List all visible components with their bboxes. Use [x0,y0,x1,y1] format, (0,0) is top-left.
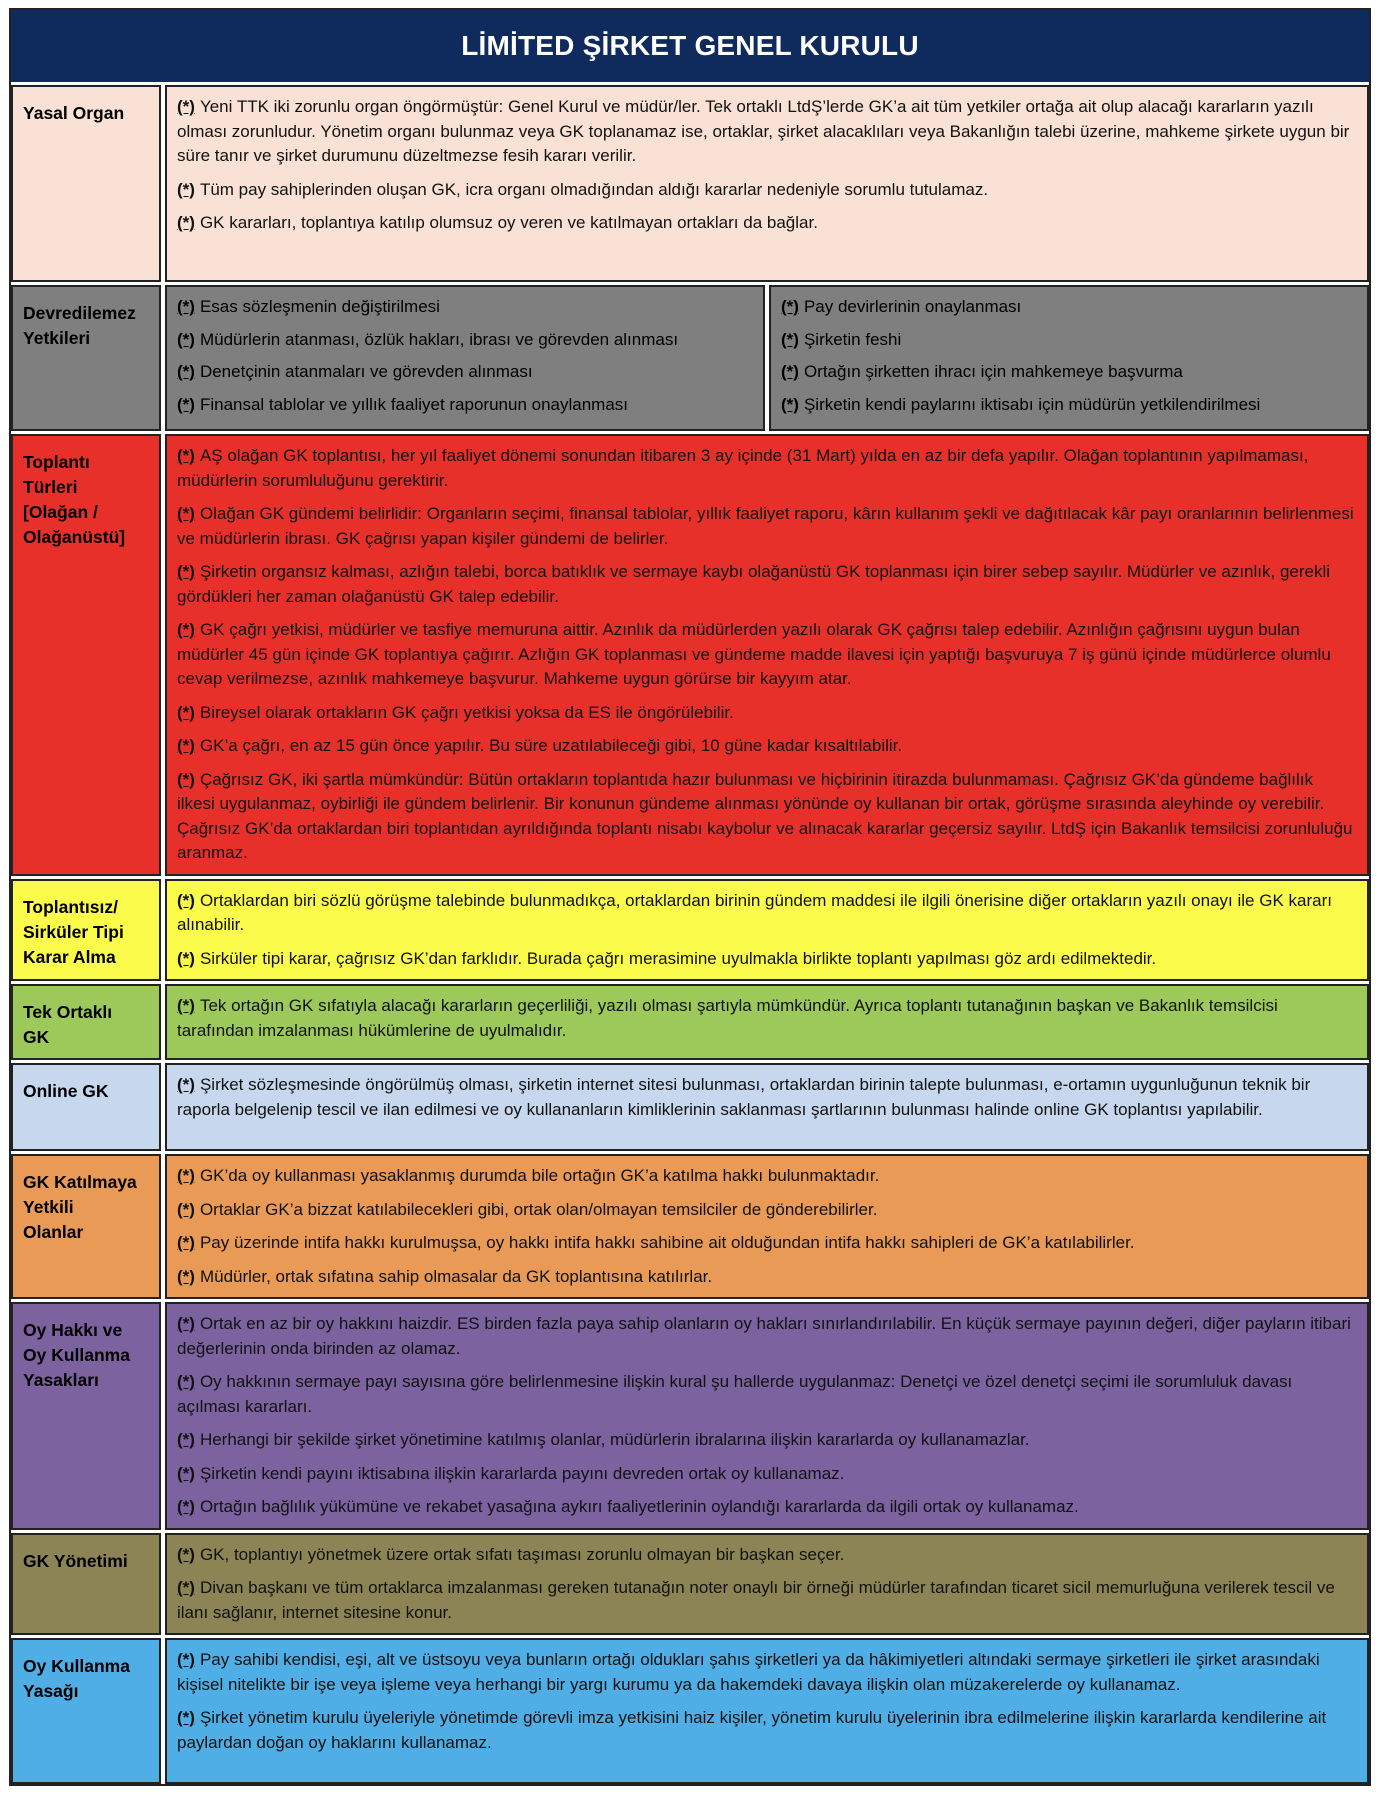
section-row-oy-hakki [11,1299,1369,1530]
item-text: Sirküler tipi karar, çağrısız GK’dan farklıdır. Burada çağrı merasimine uyulmakla birlikte toplantı yapılması göz ardı edilmektedir. [199,948,1157,968]
table-body [11,85,1369,1784]
section-label-line: Karar Alma [23,946,116,967]
item-text: Pay devirlerinin onaylanması [803,297,1022,316]
item-marker: (*) [781,362,799,381]
item-marker: (*) [177,890,195,910]
list-item [177,560,1355,609]
section-row-toplanti [11,431,1369,876]
item-marker: (*) [177,1544,195,1564]
section-content [165,1533,1369,1636]
list-item [177,1370,1355,1419]
item-marker: (*) [177,1578,195,1597]
item-text: GK çağrı yetkisi, müdürler ve tasfiye memuruna aittir. Azınlık da müdürlerden yazılı olarak GK çağrısı talep edebilir. Azınlığın çağrısını uygun bulan müdürler 45 gün içinde GK toplantıya çağırır. Azlığın GK toplanması ve gündeme madde ilavesi için yaptığı başvuruya 7 iş günü içinde müdürlerce olumlu cevap verilmezse, azınlık mahkemeye başvurur. Mahkeme uygun görürse bir kayyım atar. [177,620,1331,688]
list-item [177,1495,1355,1520]
list-item [177,1265,1355,1290]
list-item [177,1198,1355,1223]
item-marker: (*) [177,562,195,581]
item-marker: (*) [177,394,195,414]
section-label-line: Olağanüstü] [23,527,126,547]
item-marker: (*) [177,1233,195,1252]
list-item [177,95,1355,169]
item-text: Oy hakkının sermaye payı sayısına göre belirlenmesine ilişkin kural şu hallerde uygulanmaz: Denetçi ve özel denetçi seçimi ile sorumluluk davası açılması kararları. [177,1372,1293,1416]
item-text: AŞ olağan GK toplantısı, her yıl faaliyet dönemi sonundan itibaren 3 ay içinde (31 Mart) yılda en az bir defa yapılır. Olağan toplantının yapılmaması, müdürlerin sorumluluğunu gerektirir. [177,446,1309,490]
item-marker: (*) [177,213,195,232]
list-item [177,178,1355,203]
item-text: Müdürlerin atanması, özlük hakları, ibrası ve görevden alınması [199,329,679,349]
list-item [177,768,1355,866]
section-label [11,1063,161,1151]
item-marker: (*) [177,1430,195,1449]
section-label [11,984,161,1060]
section-row-devredilemez [11,282,1369,431]
item-text: Pay üzerinde intifa hakkı kurulmuşsa, oy hakkı intifa hakkı sahibine ait olduğundan intifa hakkı sahipleri de GK’a katılabilirler. [199,1233,1135,1252]
item-marker: (*) [177,1650,195,1669]
item-text: Şirket yönetim kurulu üyeleriyle yönetimde görevli imza yetkisini haiz kişiler, yönetim kurulu üyelerinin ibra edilmelerine ilişkin kararlarda kendilerine ait paylardan doğan oy haklarını kullanamaz. [177,1708,1327,1752]
item-marker: (*) [177,504,195,523]
item-marker: (*) [177,446,195,465]
section-content [165,285,1369,431]
list-item [177,1312,1355,1361]
item-text: Bireysel olarak ortakların GK çağrı yetkisi yoksa da ES ile öngörülebilir. [199,702,734,722]
item-marker: (*) [177,1199,195,1219]
section-label-line: GK Yönetimi [23,1550,128,1571]
list-item [177,701,1355,726]
item-text: Tek ortağın GK sıfatıyla alacağı kararların geçerliliği, yazılı olması şartıyla mümkündür. Ayrıca toplantı tutanağının başkan ve Bakanlık temsilcisi tarafından imzalanması hükümlerine de uyulmalıdır. [177,996,1278,1040]
item-text: Çağrısız GK, iki şartla mümkündür: Bütün ortakların toplantıda hazır bulunması ve hiçbirinin itirazda bulunmaması. Çağrısız GK’da gündeme bağlılık ilkesi uygulanmaz, oybirliği ile gündem belirlenir. Bir konunun gündeme alınması yönünde oy kullanan bir ortak, görüşme sırasında aleyhinde oy verebilir. Çağrısız GK’da ortaklardan biri toplantıdan ayrıldığında toplantı nisabı kaybolur ve alınacak kararlar geçersiz sayılır. LtdŞ için Bakanlık temsilcisi zorunluluğu aranmaz. [177,769,1353,862]
item-text: Denetçinin atanmaları ve görevden alınması [199,362,533,381]
list-item [177,1648,1355,1697]
list-item [177,734,1355,759]
item-text: Yeni TTK iki zorunlu organ öngörmüştür: Genel Kurul ve müdür/ler. Tek ortaklı LtdŞ’lerde GK’a ait tüm yetkiler ortağa ait olup alacağı kararların yazılı olması zorunludur. Yönetim organı bulunmaz veya GK toplanamaz ise, ortaklar, şirket alacaklıları veya Bakanlığın talebi üzerine, mahkeme şirkete uygun bir süre tanır ve şirket durumunu düzeltmezse fesih kararı verilir. [177,97,1350,165]
section-label [11,85,161,282]
item-marker: (*) [177,1708,195,1727]
section-label-line: Olanlar [23,1222,84,1242]
list-item [781,393,1357,418]
list-item [177,1231,1355,1256]
item-marker: (*) [177,1166,195,1185]
item-marker: (*) [177,620,195,639]
list-item [177,1073,1355,1122]
section-content [165,1154,1369,1299]
list-item [177,1164,1355,1189]
right-column [769,285,1369,431]
item-marker: (*) [177,996,195,1015]
list-item [177,1576,1355,1625]
item-marker: (*) [177,329,195,349]
section-label-line: GK Katılmaya [23,1172,137,1192]
section-label-line: Toplantı [23,452,90,472]
item-text: Ortağın bağlılık yükümüne ve rekabet yasağına aykırı faaliyetlerinin oylandığı kararlarda da ilgili ortak oy kullanamaz. [199,1497,1079,1516]
list-item [177,1543,1355,1568]
item-marker: (*) [781,297,799,316]
item-text: Finansal tablolar ve yıllık faaliyet raporunun onaylanması [199,394,629,414]
item-text: Ortaklardan biri sözlü görüşme talebinde bulunmadıkça, ortaklardan birinin gündem maddesi ile ilgili önerisine diğer ortakların yazılı onayı ile GK kararı alınabilir. [177,890,1332,934]
section-label-line: Tek Ortaklı [23,1002,113,1022]
section-content [165,879,1369,982]
item-text: Divan başkanı ve tüm ortaklarca imzalanması gereken tutanağın noter onaylı bir örneği müdürler tarafından ticaret sicil memurluğuna verilerek tescil ve ilanı sağlanır, internet sitesine konur. [177,1578,1335,1622]
item-text: Herhangi bir şekilde şirket yönetimine katılmış olanlar, müdürlerin ibralarına ilişkin kararlarda oy kullanamazlar. [199,1430,1030,1449]
section-label-line: Toplantısız/ [23,896,118,917]
list-item [177,360,753,385]
item-text: Şirketin kendi paylarını iktisabı için müdürün yetkilendirilmesi [803,394,1261,414]
item-text: Ortaklar GK’a bizzat katılabilecekleri gibi, ortak olan/olmayan temsilciler de gönderebilirler. [199,1199,878,1219]
section-label-line: Yasağı [23,1681,79,1701]
section-row-oy-kullanma [11,1635,1369,1784]
item-text: Ortağın şirketten ihracı için mahkemeye başvurma [803,362,1183,381]
summary-table [9,8,1371,1786]
item-text: GK’a çağrı, en az 15 gün önce yapılır. Bu süre uzatılabileceği gibi, 10 güne kadar kısaltılabilir. [199,736,903,755]
item-text: Pay sahibi kendisi, eşi, alt ve üstsoyu veya bunların ortağı oldukları şahıs şirketleri ya da hâkimiyetleri altındaki sermaye şirketleri ile şirket arasındaki kişisel nitelikte bir işe veya işleme veya herhangi bir yargı kurumu ya da hakemdeki davaya ilişkin olan müzakerelerde oy kullanamaz. [177,1650,1320,1694]
section-label-line: [Olağan / [23,502,98,522]
section-label-line: Yetkileri [23,328,91,348]
list-item [177,947,1355,972]
item-text: GK kararları, toplantıya katılıp olumsuz oy veren ve katılmayan ortakları da bağlar. [199,213,818,232]
item-marker: (*) [177,362,195,381]
item-marker: (*) [177,948,195,968]
list-item [781,328,1357,353]
section-label-line: Yasal Organ [23,103,125,123]
section-label-line: GK [23,1027,50,1047]
section-row-online [11,1060,1369,1151]
section-row-gk-yonetimi [11,1530,1369,1636]
section-label-line: Devredilemez [23,303,136,323]
item-text: GK, toplantıyı yönetmek üzere ortak sıfatı taşıması zorunlu olmayan bir başkan seçer. [199,1544,845,1564]
list-item [177,889,1355,938]
item-marker: (*) [177,1314,195,1333]
item-marker: (*) [177,1266,195,1286]
list-item [177,618,1355,692]
list-item [177,328,753,353]
list-item [177,502,1355,551]
section-content [165,85,1369,282]
list-item [177,444,1355,493]
list-item [177,393,753,418]
section-label [11,285,161,431]
item-text: Ortak en az bir oy hakkını haizdir. ES birden fazla paya sahip olanların oy hakları sınırlandırılabilir. En küçük sermaye payının değeri, diğer payların itibari değerlerinin onda birinden az olamaz. [177,1314,1351,1358]
section-label-line: Online GK [23,1081,109,1101]
item-text: Müdürler, ortak sıfatına sahip olmasalar da GK toplantısına katılırlar. [199,1266,713,1286]
section-label [11,879,161,982]
section-label-line: Oy Kullanma [23,1656,130,1676]
item-text: Şirketin feshi [803,329,902,349]
section-content [165,1638,1369,1784]
list-item [781,360,1357,385]
section-content [165,1063,1369,1151]
item-marker: (*) [177,1497,195,1516]
item-text: Esas sözleşmenin değiştirilmesi [199,297,440,316]
section-row-katilma [11,1151,1369,1299]
list-item [177,1462,1355,1487]
section-label [11,1154,161,1299]
item-text: Şirket sözleşmesinde öngörülmüş olması, şirketin internet sitesi bulunması, ortaklardan birinin talepte bulunması, e-ortamın uygunluğunun teknik bir raporla belgelenip tescil ve ilan edilmesi ve oy kullananların kimliklerinin saklanması şartlarının bulunması halinde online GK toplantısı yapılabilir. [177,1075,1311,1119]
left-column [165,285,765,431]
list-item [177,994,1355,1043]
section-label [11,1302,161,1530]
section-label-line: Türleri [23,477,78,497]
section-label-line: Oy Kullanma [23,1345,130,1365]
section-row-yasal-organ [11,85,1369,282]
item-marker: (*) [781,394,799,414]
section-label [11,434,161,876]
list-item [177,211,1355,236]
item-marker: (*) [177,769,195,789]
item-text: Şirketin organsız kalması, azlığın talebi, borca batıklık ve sermaye kaybı olağanüstü GK toplanması için birer sebep sayılır. Müdürler ve azınlık, gerekli gördükleri her zaman olağanüstü GK talep edebilir. [177,562,1331,606]
item-marker: (*) [177,179,195,199]
item-text: Tüm pay sahiplerinden oluşan GK, icra organı olmadığından aldığı kararlar nedeniyle sorumlu tutulamaz. [199,179,989,199]
list-item [177,295,753,320]
section-label-line: Yetkili [23,1197,74,1217]
section-content [165,434,1369,876]
page-title: LİMİTED ŞİRKET GENEL KURULU [11,10,1369,85]
section-label [11,1533,161,1636]
item-marker: (*) [177,702,195,722]
item-marker: (*) [177,97,195,116]
item-text: Şirketin kendi payını iktisabına ilişkin kararlarda payını devreden ortak oy kullanamaz. [199,1463,845,1483]
list-item [177,1706,1355,1755]
item-marker: (*) [177,1463,195,1483]
section-label-line: Sirküler Tipi [23,921,124,942]
item-marker: (*) [177,1372,195,1391]
item-marker: (*) [177,736,195,755]
item-marker: (*) [177,1075,195,1094]
section-label-line: Yasakları [23,1370,99,1390]
item-marker: (*) [177,297,195,316]
section-label [11,1638,161,1784]
section-content [165,984,1369,1060]
item-text: Olağan GK gündemi belirlidir: Organların seçimi, finansal tablolar, yıllık faaliyet raporu, kârın kullanım şekli ve dağıtılacak kâr payı oranlarının belirlenmesi ve müdürlerin ibrası. GK çağrısı yapan kişiler gündemi de belirler. [177,504,1354,548]
section-row-tek-ortakli [11,981,1369,1060]
item-marker: (*) [781,329,799,349]
section-label-line: Oy Hakkı ve [23,1320,123,1340]
list-item [781,295,1357,320]
section-row-toplantisiz [11,876,1369,982]
section-content [165,1302,1369,1530]
list-item [177,1428,1355,1453]
item-text: GK’da oy kullanması yasaklanmış durumda bile ortağın GK’a katılma hakkı bulunmaktadır. [199,1166,880,1185]
